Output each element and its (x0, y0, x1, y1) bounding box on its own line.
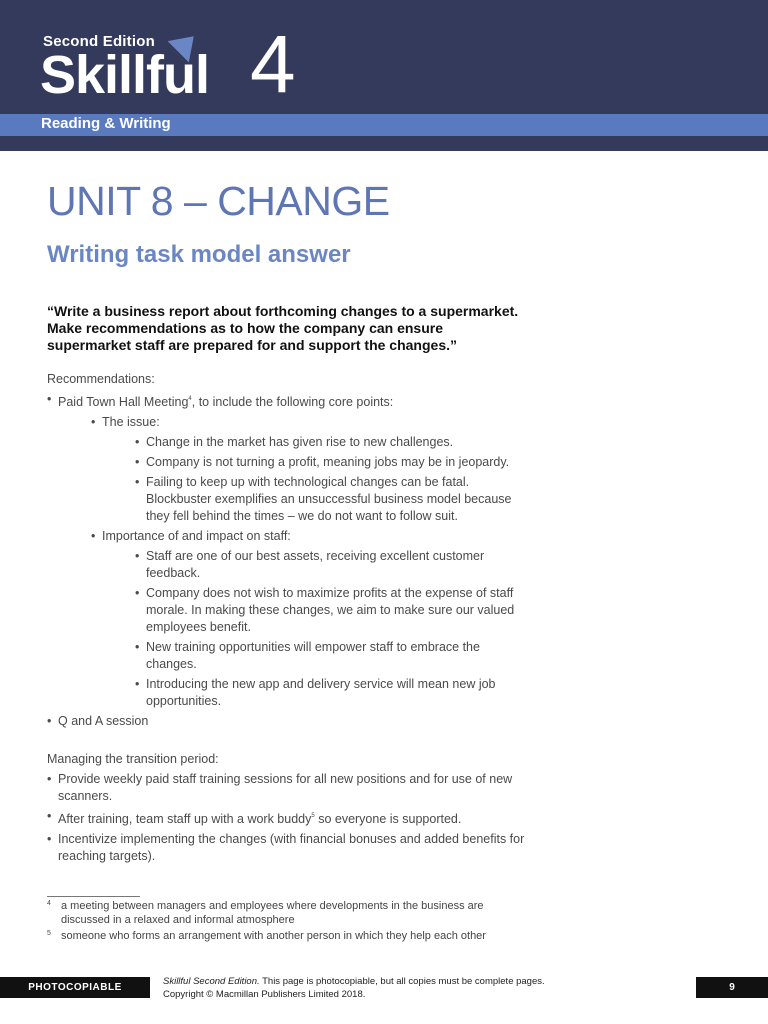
model-answer (47, 371, 525, 865)
strand-label: Reading & Writing (41, 115, 171, 132)
issue-list (135, 434, 525, 525)
transition-heading: Managing the transition period: (47, 752, 219, 766)
list-item: • Change in the market has given rise to new challenges. (135, 434, 525, 451)
footnotes (47, 899, 527, 945)
list-item: • Provide weekly paid staff training sessions for all new positions and for use of new scanners. (47, 771, 525, 805)
list-item: • The issue: • Change in the market has given rise to new challenges. • Company is not turning a profit, meaning jobs may be in jeopardy. • Failing to keep up with technological changes can be fatal. Blockbuster exemplifies an unsuccessful business model because they fell behind the times – we do not want to follow suit. (91, 414, 525, 525)
list-item: • Incentivize implementing the changes (with financial bonuses and added benefits for reaching targets). (47, 831, 525, 865)
impact-list (135, 548, 525, 710)
level-number: 4 (250, 19, 296, 110)
section-subtitle: Writing task model answer (47, 241, 351, 268)
unit-title: UNIT 8 – CHANGE (47, 178, 390, 224)
recommendations-list (47, 391, 525, 730)
transition-list (47, 771, 525, 865)
page-number: 9 (696, 977, 768, 998)
list-item: • Q and A session (47, 713, 525, 730)
strand-strip (0, 114, 768, 136)
footnote: 4 a meeting between managers and employees where developments in the business are discussed in a relaxed and informal atmosphere (47, 900, 484, 926)
footnote-divider (47, 896, 140, 897)
list-item: • Company is not turning a profit, meaning jobs may be in jeopardy. (135, 454, 525, 471)
list-item: • New training opportunities will empower staff to embrace the changes. (135, 639, 525, 673)
photocopiable-badge: PHOTOCOPIABLE (0, 977, 150, 998)
brand-logo: Skillful (40, 45, 210, 105)
copyright-notice: Skillful Second Edition. This page is photocopiable, but all copies must be complete pages. Copyright © Macmillan Publishers Limited 2018. (163, 976, 545, 1000)
footnote: 5 someone who forms an arrangement with another person in which they help each other (47, 930, 486, 942)
list-item: • After training, team staff up with a work buddy$^5$ so everyone is supported. (47, 808, 525, 828)
recommendations-heading: Recommendations: (47, 372, 155, 386)
list-item: • Introducing the new app and delivery service will mean new job opportunities. (135, 676, 525, 710)
header-banner (0, 0, 768, 151)
list-item: • Staff are one of our best assets, receiving excellent customer feedback. (135, 548, 525, 582)
list-item: • Importance of and impact on staff: • Staff are one of our best assets, receiving excellent customer feedback. • Company does not wish to maximize profits at the expense of staff morale. In making these changes, we aim to make sure our valued employees benefit. • New training opportunities will empower staff to embrace the changes. • Introducing the new app and delivery service will mean new job opportunities. (91, 528, 525, 710)
task-prompt: “Write a business report about forthcoming changes to a supermarket. Make recommendations as to how the company can ensure supermarket staff are prepared for and support the changes.” (47, 303, 519, 353)
list-item: • Failing to keep up with technological changes can be fatal. Blockbuster exemplifies an unsuccessful business model because they fell behind the times – we do not want to follow suit. (135, 474, 525, 525)
core-points-list (91, 414, 525, 710)
list-item: • Paid Town Hall Meeting$^4$, to include the following core points: • The issue: • Change in the market has given rise to new challenges. • Company is not turning a profit, meaning jobs may be in jeopardy. • Failing to keep up with technological changes can be fatal. Blockbuster exemplifies an unsuccessful business model because they fell behind the times – we do not want to follow suit. • Importance of and impact on staff: • Staff are one of our best assets, receiving excellent customer feedback. • Company does not wish to maximize profits at the expense of staff morale. In making these changes, we aim to make sure our valued employees benefit. • New training opportunities will empower staff to embrace the changes. • Introducing the new app and delivery service will mean new job opportunities. (47, 391, 525, 710)
list-item: • Company does not wish to maximize profits at the expense of staff morale. In making these changes, we aim to make sure our valued employees benefit. (135, 585, 525, 636)
edition-label: Second Edition (43, 33, 155, 50)
